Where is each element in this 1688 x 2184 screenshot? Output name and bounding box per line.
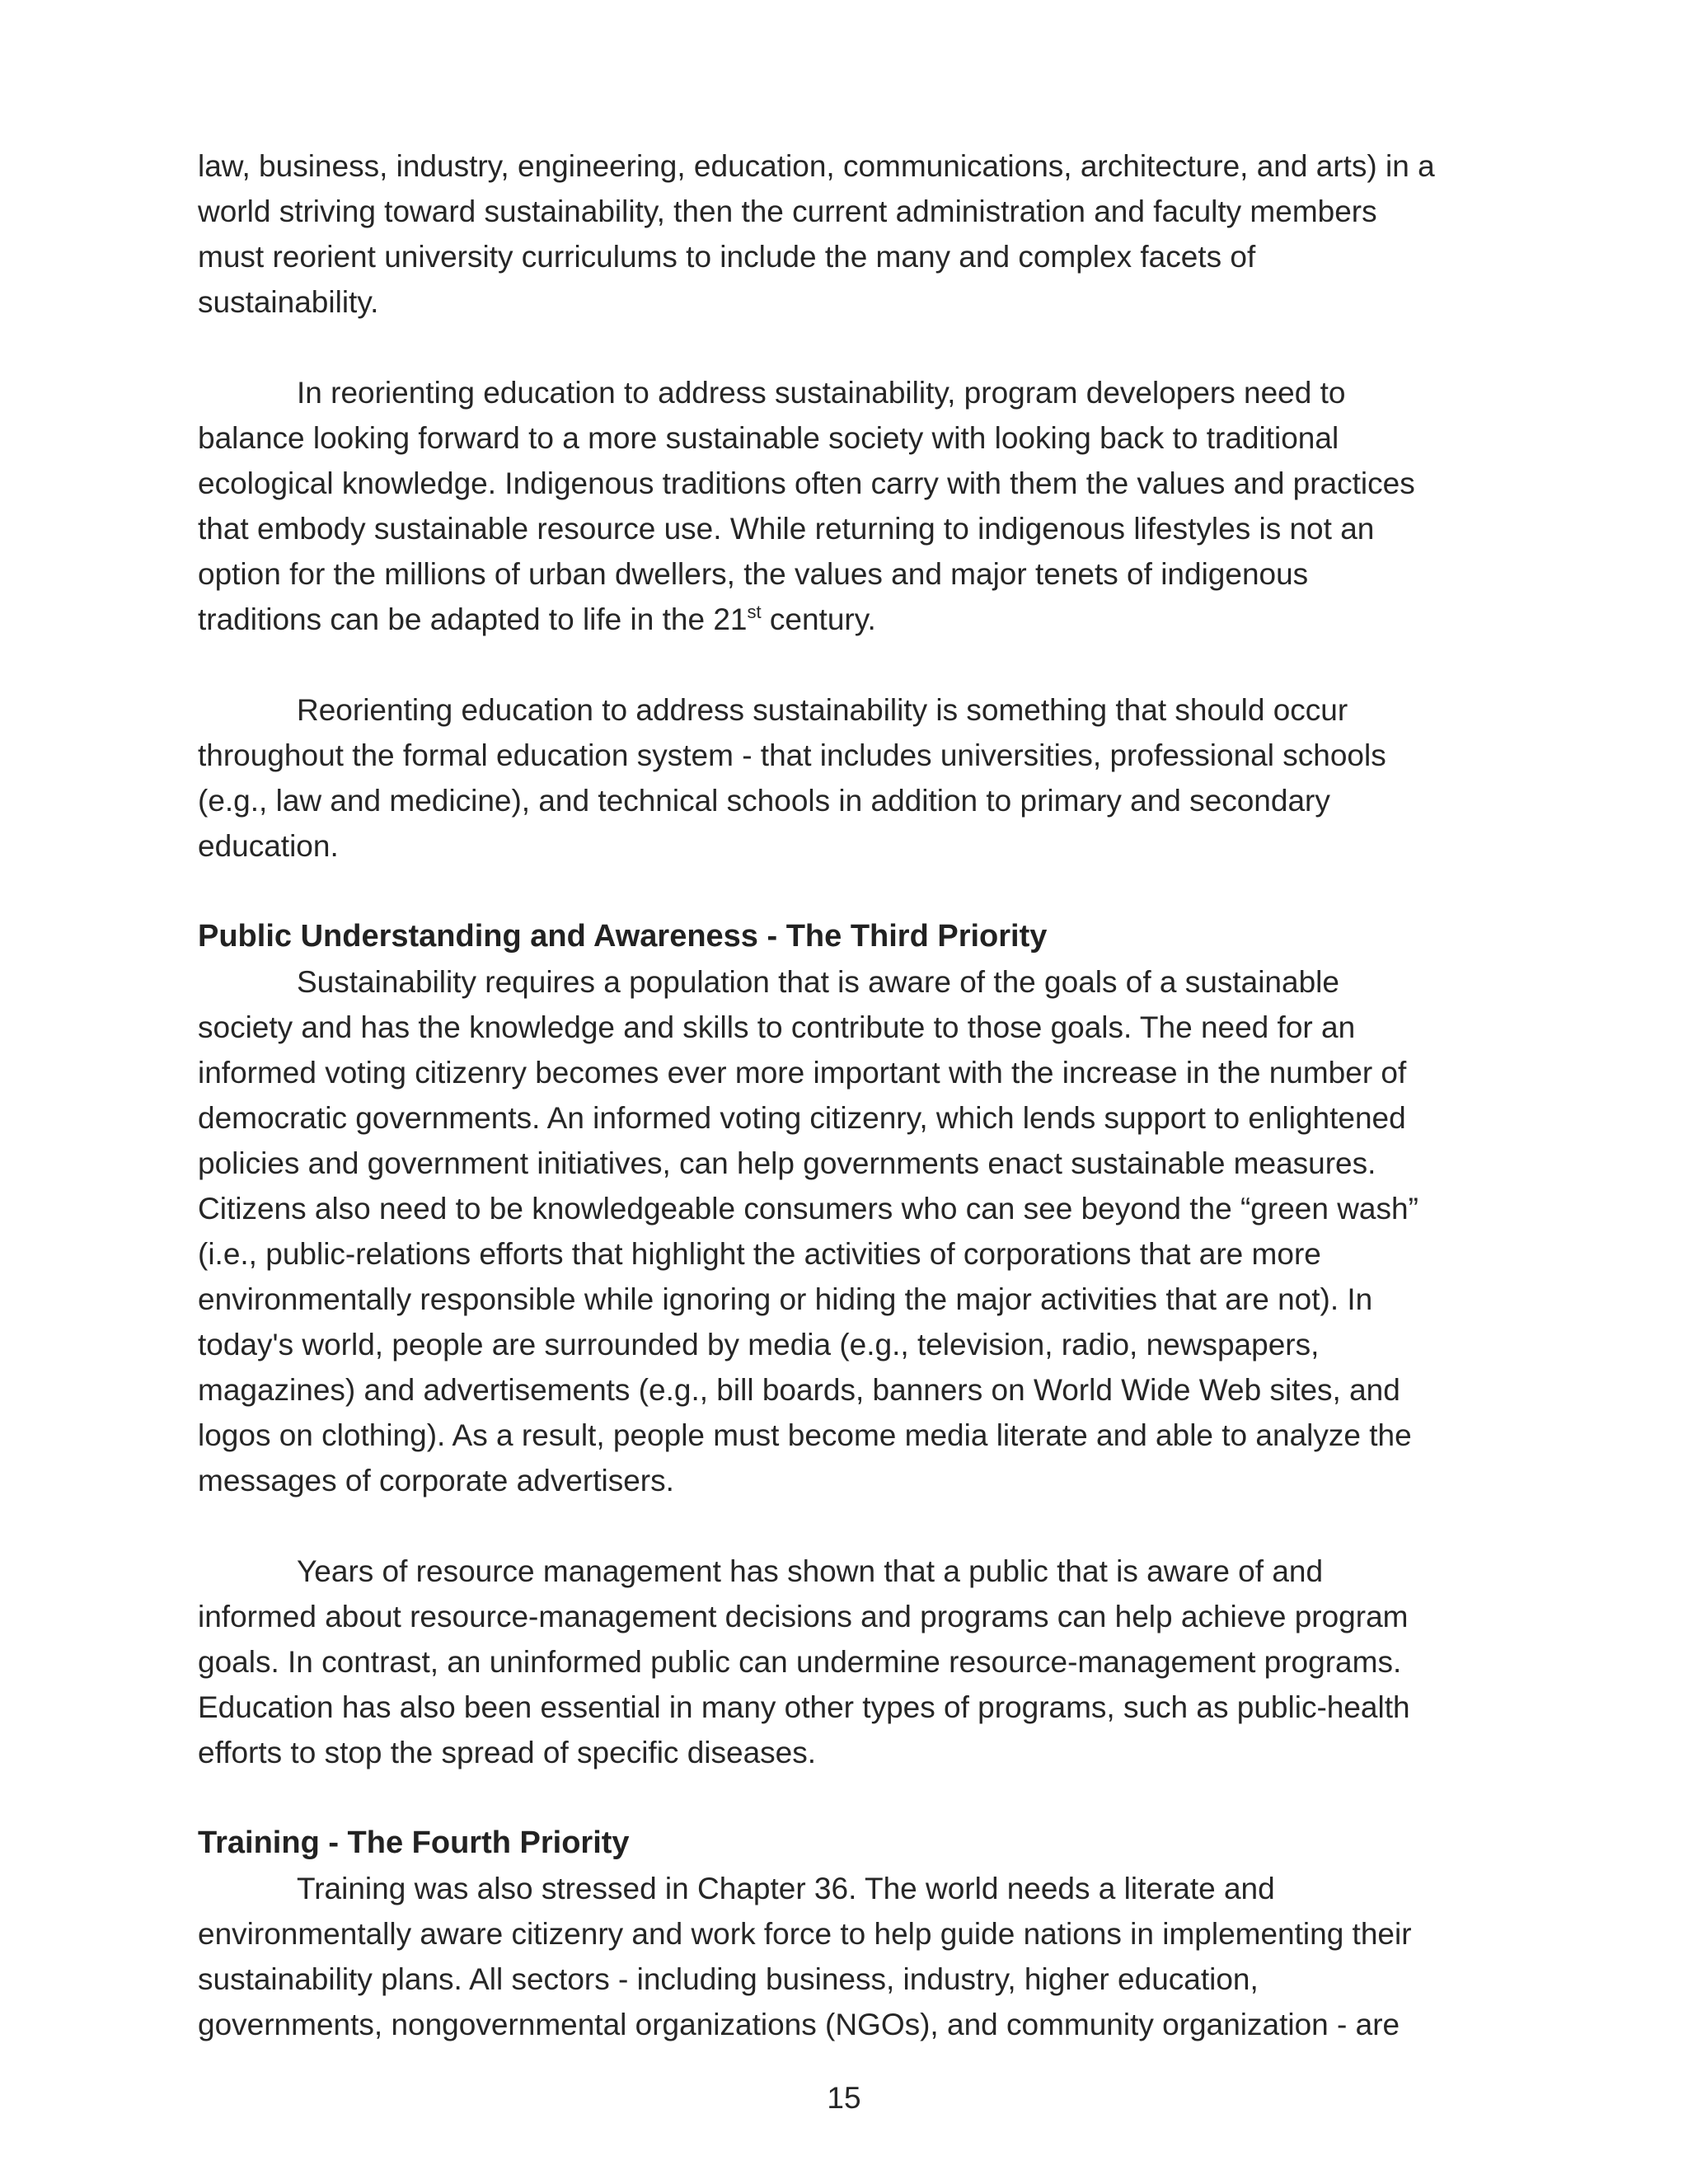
text-line: sustainability plans. All sectors - including business, industry, higher education,	[198, 1962, 1259, 1996]
text-line: environmentally responsible while ignoring or hiding the major activities that are not). In	[198, 1282, 1373, 1316]
text-line	[198, 597, 1500, 642]
text-line: In reorienting education to address sustainability, program developers need to	[297, 376, 1346, 410]
text-line: today's world, people are surrounded by media (e.g., television, radio, newspapers,	[198, 1328, 1320, 1361]
text-line: society and has the knowledge and skills to contribute to those goals. The need for an	[198, 1010, 1356, 1044]
text-line: world striving toward sustainability, then the current administration and faculty members	[198, 194, 1377, 228]
text-fragment: century.	[761, 602, 876, 636]
text-line: Training was also stressed in Chapter 36. The world needs a literate and	[297, 1872, 1275, 1905]
paragraph-resource-management	[198, 1549, 1500, 1775]
text-line: governments, nongovernmental organizations (NGOs), and community organization - are	[198, 2008, 1400, 2041]
paragraph-continuation	[198, 143, 1500, 325]
text-line: sustainability.	[198, 285, 379, 319]
text-line: informed about resource-management decisions and programs can help achieve program	[198, 1600, 1409, 1633]
text-line: logos on clothing). As a result, people must become media literate and able to analyze the	[198, 1418, 1412, 1452]
text-line: Reorienting education to address sustainability is something that should occur	[297, 693, 1348, 727]
text-line: law, business, industry, engineering, education, communications, architecture, and arts) in a	[198, 149, 1435, 183]
text-line: environmentally aware citizenry and work force to help guide nations in implementing their	[198, 1917, 1412, 1951]
text-line: informed voting citizenry becomes ever more important with the increase in the number of	[198, 1056, 1407, 1090]
paragraph-formal-education	[198, 687, 1500, 869]
text-fragment: traditions can be adapted to life in the 21	[198, 602, 748, 636]
paragraph-training	[198, 1866, 1500, 2047]
text-line: option for the millions of urban dwellers, the values and major tenets of indigenous	[198, 557, 1309, 591]
text-line: Sustainability requires a population that is aware of the goals of a sustainable	[297, 965, 1339, 999]
text-line: Education has also been essential in many other types of programs, such as public-health	[198, 1690, 1410, 1724]
text-line: ecological knowledge. Indigenous traditions often carry with them the values and practices	[198, 466, 1415, 500]
superscript-ordinal: st	[747, 602, 762, 622]
text-line: (i.e., public-relations efforts that highlight the activities of corporations that are more	[198, 1237, 1321, 1271]
text-line: must reorient university curriculums to include the many and complex facets of	[198, 240, 1256, 274]
text-line: that embody sustainable resource use. While returning to indigenous lifestyles is not an	[198, 512, 1375, 546]
paragraph-indigenous-traditions	[198, 370, 1500, 642]
text-line: magazines) and advertisements (e.g., bill boards, banners on World Wide Web sites, and	[198, 1373, 1400, 1407]
text-line: Years of resource management has shown that a public that is aware of and	[297, 1554, 1324, 1588]
text-line: education.	[198, 829, 339, 863]
document-page	[198, 143, 1500, 2093]
text-line: balance looking forward to a more sustainable society with looking back to traditional	[198, 421, 1339, 455]
text-line: democratic governments. An informed voting citizenry, which lends support to enlightened	[198, 1101, 1406, 1135]
page-number: 15	[827, 2081, 861, 2115]
text-line: goals. In contrast, an uninformed public can undermine resource-management programs.	[198, 1645, 1402, 1679]
section-heading-third-priority: Public Understanding and Awareness - The Third Priority	[198, 919, 1048, 954]
section-heading-fourth-priority: Training - The Fourth Priority	[198, 1825, 630, 1860]
text-line: efforts to stop the spread of specific diseases.	[198, 1736, 817, 1769]
paragraph-public-awareness	[198, 959, 1500, 1503]
text-line: (e.g., law and medicine), and technical schools in addition to primary and secondary	[198, 784, 1330, 818]
text-line: Citizens also need to be knowledgeable consumers who can see beyond the “green wash”	[198, 1192, 1418, 1226]
text-line: policies and government initiatives, can help governments enact sustainable measures.	[198, 1146, 1376, 1180]
text-line: messages of corporate advertisers.	[198, 1464, 674, 1497]
text-line: throughout the formal education system - that includes universities, professional schools	[198, 738, 1386, 772]
